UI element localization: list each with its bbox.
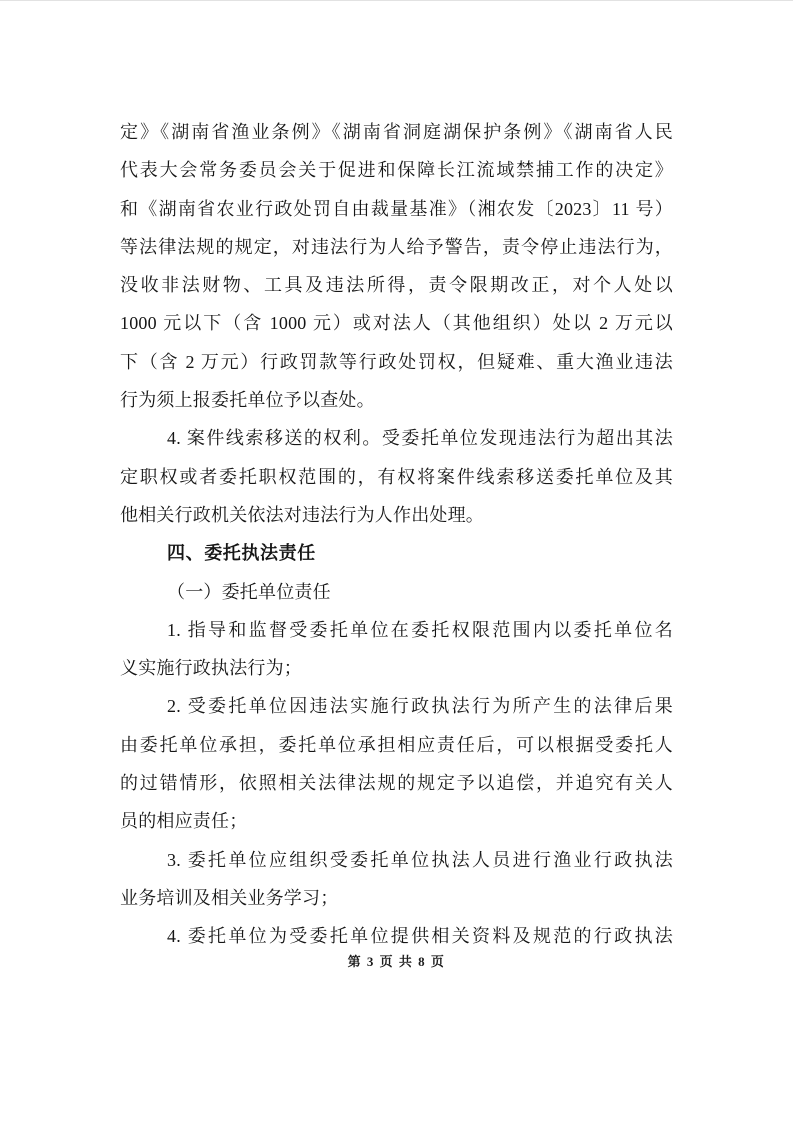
document-line: 代表大会常务委员会关于促进和保障长江流域禁捕工作的决定》 bbox=[120, 160, 673, 181]
document-body bbox=[120, 113, 673, 956]
document-line: 的过错情形，依照相关法律法规的规定予以追偿，并追究有关人 bbox=[120, 773, 673, 794]
document-line: 定》《湖南省渔业条例》《湖南省洞庭湖保护条例》《湖南省人民 bbox=[120, 122, 673, 142]
document-line: 没收非法财物、工具及违法所得，责令限期改正，对个人处以 bbox=[120, 275, 673, 296]
document-line: 1000 元以下（含 1000 元）或对法人（其他组织）处以 2 万元以 bbox=[120, 313, 673, 334]
document-line: 员的相应责任； bbox=[120, 811, 248, 832]
document-line: 下（含 2 万元）行政罚款等行政处罚权，但疑难、重大渔业违法 bbox=[120, 351, 673, 372]
document-line: 他相关行政机关依法对违法行为人作出处理。 bbox=[120, 504, 484, 525]
document-line: （一）委托单位责任 bbox=[167, 581, 331, 602]
document-line: 定职权或者委托职权范围的，有权将案件线索移送委托单位及其 bbox=[120, 466, 673, 487]
document-line: 业务培训及相关业务学习； bbox=[120, 887, 339, 908]
document-line: 2. 受委托单位因违法实施行政执法行为所产生的法律后果 bbox=[167, 696, 673, 717]
document-line: 3. 委托单位应组织受委托单位执法人员进行渔业行政执法 bbox=[167, 849, 673, 870]
document-line: 4. 委托单位为受委托单位提供相关资料及规范的行政执法 bbox=[167, 926, 673, 947]
document-line: 由委托单位承担，委托单位承担相应责任后，可以根据受委托人 bbox=[120, 734, 673, 755]
document-line: 四、委托执法责任 bbox=[167, 543, 316, 564]
document-line: 4. 案件线索移送的权利。受委托单位发现违法行为超出其法 bbox=[167, 428, 673, 449]
document-line: 行为须上报委托单位予以查处。 bbox=[120, 390, 375, 411]
document-line: 1. 指导和监督受委托单位在委托权限范围内以委托单位名 bbox=[167, 619, 673, 640]
document-line: 等法律法规的规定，对违法行为人给予警告，责令停止违法行为， bbox=[120, 236, 673, 257]
document-line: 和《湖南省农业行政处罚自由裁量基准》（湘农发〔2023〕11 号） bbox=[120, 198, 673, 219]
page-number: 第 3 页 共 8 页 bbox=[347, 954, 446, 969]
document-line: 义实施行政执法行为； bbox=[120, 658, 302, 679]
